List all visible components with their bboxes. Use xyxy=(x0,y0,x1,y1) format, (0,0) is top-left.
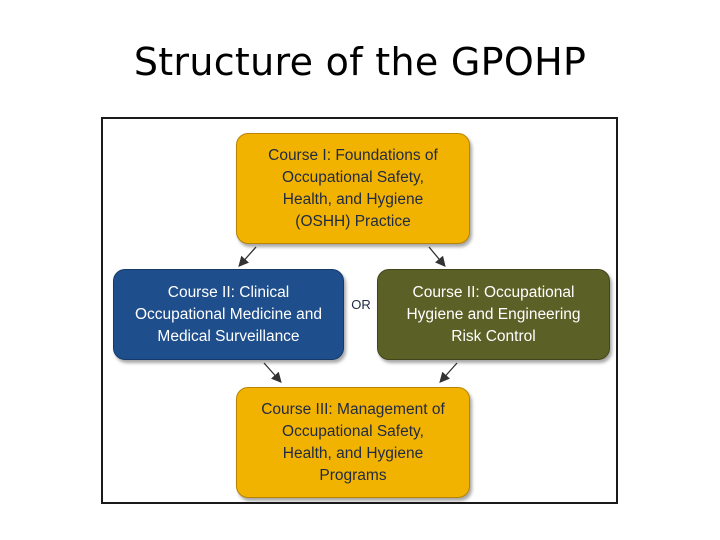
course1-label: Course I: Foundations of Occupational Safety, Health, and Hygiene (OSHH) Practice xyxy=(268,146,438,230)
arrow-clinical-to-course3 xyxy=(264,363,280,381)
or-label: OR xyxy=(351,297,371,312)
diagram-frame xyxy=(101,117,618,504)
arrow-course1-to-hygiene xyxy=(429,247,444,265)
slide-title: Structure of the GPOHP xyxy=(133,40,587,84)
course3-box xyxy=(236,387,470,498)
course2-hygiene-label: Course II: Occupational Hygiene and Engineering Risk Control xyxy=(406,283,581,345)
course2-clinical-label: Course II: Clinical Occupational Medicine and Medical Surveillance xyxy=(135,283,322,345)
course3-label: Course III: Management of Occupational Safety, Health, and Hygiene Programs xyxy=(261,400,445,484)
course2-clinical-box xyxy=(113,269,344,360)
arrow-hygiene-to-course3 xyxy=(441,363,457,381)
course2-hygiene-box xyxy=(377,269,610,360)
arrow-course1-to-clinical xyxy=(240,247,256,265)
course1-box xyxy=(236,133,470,244)
